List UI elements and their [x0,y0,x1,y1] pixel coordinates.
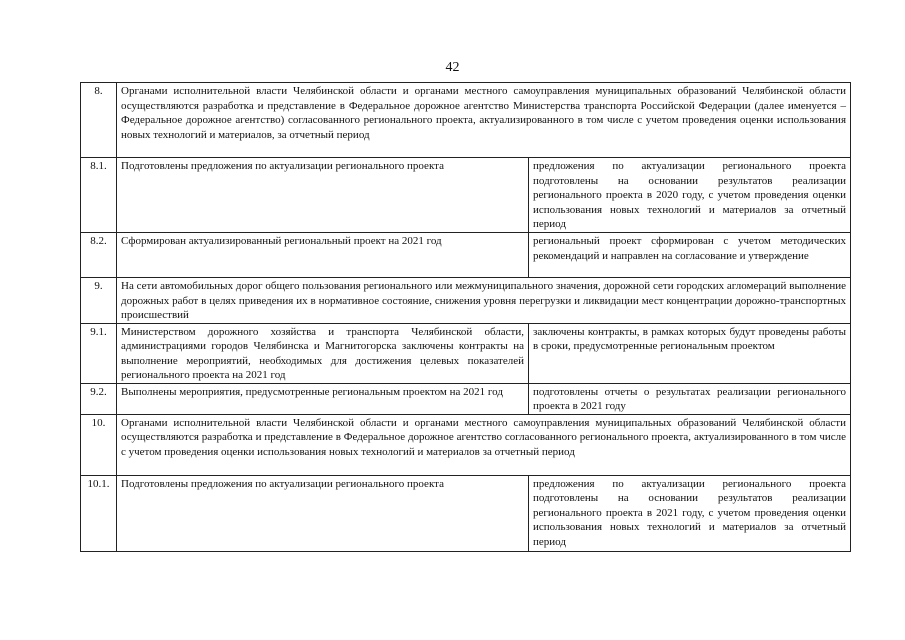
row-number: 9. [81,278,117,324]
section-text: Органами исполнительной власти Челябинской области и органами местного самоуправления муниципальных образований Челябинской области осуществляются разработка и представление в Федеральное дорожное агентство согласованного регионального проекта, актуализированного в том числе с учетом проведения оценки использования новых технологий и материалов за отчетный период [117,414,851,475]
event-cell: Сформирован актуализированный региональный проект на 2021 год [117,233,529,278]
table-row [81,83,851,158]
row-number: 8. [81,83,117,158]
row-number: 8.2. [81,233,117,278]
result-cell: региональный проект сформирован с учетом методических рекомендаций и направлен на согласование и утверждение [529,233,851,278]
table-row [81,233,851,278]
result-cell: подготовлены отчеты о результатах реализации регионального проекта в 2021 году [529,383,851,414]
table-row [81,278,851,324]
table-row [81,158,851,233]
event-cell: Выполнены мероприятия, предусмотренные региональным проектом на 2021 год [117,383,529,414]
event-cell: Министерством дорожного хозяйства и транспорта Челябинской области, администрациями городов Челябинска и Магнитогорска заключены контракты на выполнение мероприятий, необходимых для достижения целевых показателей регионального проекта на 2021 год [117,323,529,383]
section-text: На сети автомобильных дорог общего пользования регионального или межмуниципального значения, дорожной сети городских агломераций выполнение дорожных работ в целях приведения их в нормативное состояние, снижения уровня перегрузки и ликвидации мест концентрации дорожно-транспортных происшествий [117,278,851,324]
event-cell: Подготовлены предложения по актуализации регионального проекта [117,475,529,551]
row-number: 10.1. [81,475,117,551]
row-number: 9.2. [81,383,117,414]
roadmap-table [80,82,851,552]
result-cell: заключены контракты, в рамках которых будут проведены работы в сроки, предусмотренные региональным проектом [529,323,851,383]
table-row [81,414,851,475]
page-number: 42 [445,60,460,75]
table-row [81,475,851,551]
table-row [81,323,851,383]
table-row [81,383,851,414]
event-cell: Подготовлены предложения по актуализации регионального проекта [117,158,529,233]
row-number: 9.1. [81,323,117,383]
row-number: 10. [81,414,117,475]
result-cell: предложения по актуализации регионального проекта подготовлены на основании результатов реализации регионального проекта в 2021 году, с учетом проведения оценки использования новых технологий и материалов за отчетный период [529,475,851,551]
row-number: 8.1. [81,158,117,233]
section-text: Органами исполнительной власти Челябинской области и органами местного самоуправления муниципальных образований Челябинской области осуществляются разработка и представление в Федеральное дорожное агентство Министерства транспорта Российской Федерации (далее именуется – Федеральное дорожное агентство) согласованного регионального проекта, актуализированного в том числе с учетом проведения оценки использования новых технологий и материалов, за отчетный период [117,83,851,158]
result-cell: предложения по актуализации регионального проекта подготовлены на основании результатов реализации регионального проекта в 2020 году, с учетом проведения оценки использования новых технологий и материалов за отчетный период [529,158,851,233]
